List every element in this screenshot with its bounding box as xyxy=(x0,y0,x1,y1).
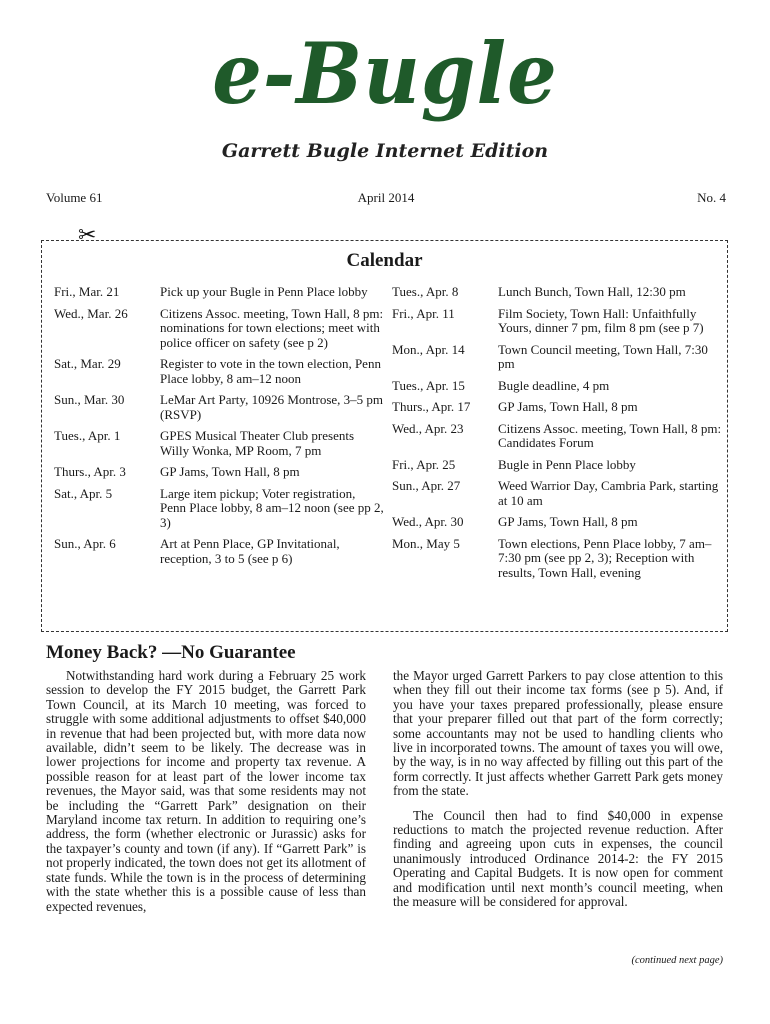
issue-number: No. 4 xyxy=(697,190,726,205)
masthead xyxy=(0,25,770,162)
event-text: GPES Musical Theater Club presents Willy Wonka, MP Room, 7 pm xyxy=(160,428,355,458)
event-text: GP Jams, Town Hall, 8 pm xyxy=(498,514,638,529)
calendar-event xyxy=(392,537,722,581)
event-text: GP Jams, Town Hall, 8 pm xyxy=(498,399,638,414)
calendar-event xyxy=(54,393,384,422)
event-text: Weed Warrior Day, Cambria Park, starting at 10 am xyxy=(498,478,719,508)
event-text: Bugle deadline, 4 pm xyxy=(498,377,610,393)
calendar-event xyxy=(54,285,384,300)
event-date: Sat., Mar. 29 xyxy=(54,356,121,371)
logo-title: e-Bugle xyxy=(212,25,558,124)
calendar-event xyxy=(392,379,722,394)
event-text: Lunch Bunch, Town Hall, 12:30 pm xyxy=(498,284,686,299)
calendar-event xyxy=(54,537,384,566)
event-text: Register to vote in the town election, Penn Place lobby, 8 am–12 noon xyxy=(160,356,381,386)
calendar-event xyxy=(54,487,384,531)
event-text: Citizens Assoc. meeting, Town Hall, 8 pm: Candidates Forum xyxy=(498,420,722,450)
calendar-event xyxy=(392,307,722,336)
calendar-event xyxy=(392,422,722,451)
calendar-box xyxy=(41,240,728,632)
event-date: Thurs., Apr. 3 xyxy=(54,464,126,479)
event-date: Tues., Apr. 15 xyxy=(392,377,465,393)
volume-label: Volume 61 xyxy=(46,190,103,205)
event-date: Tues., Apr. 1 xyxy=(54,428,121,443)
calendar-left-column xyxy=(54,285,384,573)
event-date: Mon., May 5 xyxy=(392,535,460,551)
event-text: LeMar Art Party, 10926 Montrose, 3–5 pm (RSVP) xyxy=(160,392,384,422)
calendar-right-column xyxy=(392,285,722,587)
event-text: Citizens Assoc. meeting, Town Hall, 8 pm: nominations for town elections; meet with police officer on safety (see p 2) xyxy=(160,305,384,350)
article-paragraph: Notwithstanding hard work during a February 25 work session to develop the FY 2015 budget, the Garrett Park Town Council, at its March 10 meeting, was forced to struggle with some additional adjustments to offset $40,000 in revenue that had been projected but, with more data now available, didn’t seem to be likely. The decrease was in lower projections for income and property tax revenue. A possible reason for at least part of the lower income tax revenues, the Mayor said, was that some residents may not be including the “Garrett Park” designation on their Maryland income tax return. In addition to requiring one’s address, the form (whether electronic or Jurassic) asks for the taxpayer’s county and town (if any). If “Garrett Park” is not properly indicated, the town does not get its allotment of state funds. While the town is in the process of determining with the state whether this is a possible cause of less than expected revenues, xyxy=(46,668,366,914)
logo-subtitle: Garrett Bugle Internet Edition xyxy=(221,140,549,162)
calendar-event xyxy=(392,400,722,415)
calendar-event xyxy=(392,458,722,473)
calendar-event xyxy=(392,343,722,372)
calendar-event xyxy=(54,465,384,480)
event-text: Town Council meeting, Town Hall, 7:30 pm xyxy=(498,341,708,371)
calendar-event xyxy=(54,429,384,458)
event-text: Film Society, Town Hall: Unfaithfully Yours, dinner 7 pm, film 8 pm (see p 7) xyxy=(498,305,704,335)
event-text: Large item pickup; Voter registration, Penn Place lobby, 8 am–12 noon (see pp 2, 3) xyxy=(160,485,384,530)
event-date: Wed., Apr. 23 xyxy=(392,420,464,436)
article-paragraph: the Mayor urged Garrett Parkers to pay close attention to this when they fill out their income tax forms (see p 5). And, if you have your taxes prepared professionally, please ensure that your preparer filled out that part of the form correctly; some accountants may not be used to handling clients who live in incorporated towns. The amount of taxes you will owe, by the way, is in no way affected by filling out this part of the form correctly. It just affects whether Garrett Park gets money from the state. xyxy=(393,668,723,799)
event-date: Sun., Apr. 27 xyxy=(392,478,461,493)
event-date: Sun., Mar. 30 xyxy=(54,392,125,407)
article-headline: Money Back? —No Guarantee xyxy=(46,642,296,663)
event-date: Sat., Apr. 5 xyxy=(54,485,113,501)
event-date: Thurs., Apr. 17 xyxy=(392,399,471,414)
issue-date: April 2014 xyxy=(357,190,415,205)
event-date: Fri., Apr. 25 xyxy=(392,456,456,472)
event-date: Tues., Apr. 8 xyxy=(392,284,459,299)
continued-note: (continued next page) xyxy=(631,955,723,966)
calendar-event xyxy=(392,515,722,530)
article-column-2 xyxy=(393,669,723,920)
calendar-event xyxy=(392,479,722,508)
event-text: GP Jams, Town Hall, 8 pm xyxy=(160,464,300,479)
event-text: Town elections, Penn Place lobby, 7 am–7:30 pm (see pp 2, 3); Reception with results, Town Hall, evening xyxy=(498,535,712,580)
event-date: Sun., Apr. 6 xyxy=(54,536,116,551)
event-date: Fri., Mar. 21 xyxy=(54,284,120,299)
event-date: Fri., Apr. 11 xyxy=(392,305,455,321)
event-text: Bugle in Penn Place lobby xyxy=(498,456,636,472)
article-column-1 xyxy=(46,669,366,924)
scissors-icon: ✂ xyxy=(78,222,97,247)
event-date: Wed., Mar. 26 xyxy=(54,305,128,321)
event-date: Mon., Apr. 14 xyxy=(392,341,465,357)
article-paragraph: The Council then had to find $40,000 in expense reductions to match the projected revenue reduction. After finding and agreeing upon cuts in expenses, the council unanimously introduced Ordinance 2014-2: the FY 2015 Operating and Capital Budgets. It is now open for comment and modification until next month’s council meeting, when the measure will be considered for approval. xyxy=(393,807,723,910)
calendar-event xyxy=(392,285,722,300)
event-text: Pick up your Bugle in Penn Place lobby xyxy=(160,284,368,299)
calendar-title: Calendar xyxy=(346,250,423,271)
event-text: Art at Penn Place, GP Invitational, reception, 3 to 5 (see p 6) xyxy=(160,536,340,566)
calendar-event xyxy=(54,357,384,386)
calendar-event xyxy=(54,307,384,351)
event-date: Wed., Apr. 30 xyxy=(392,514,464,529)
